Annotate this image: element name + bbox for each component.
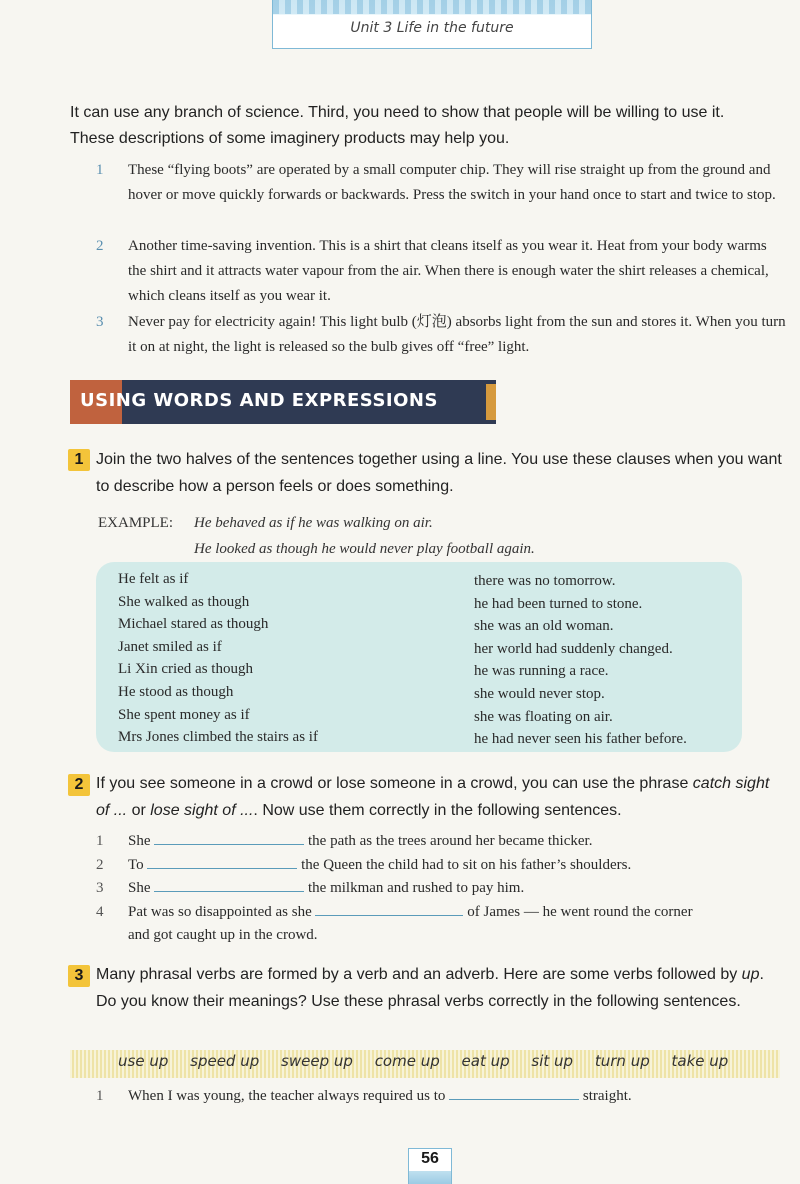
section-title: USING WORDS AND EXPRESSIONS <box>80 390 438 411</box>
sentence-endings <box>474 570 687 751</box>
item-number: 3 <box>96 314 104 330</box>
sentence-start[interactable]: Janet smiled as if <box>118 638 222 655</box>
item-number: 2 <box>96 238 104 254</box>
task-number-3: 3 <box>68 965 90 987</box>
task3-list <box>96 1084 786 1109</box>
phrasal-verb: speed up <box>190 1052 260 1070</box>
sentence-ending[interactable]: her world had suddenly changed. <box>474 640 673 657</box>
phrasal-verb: sweep up <box>281 1052 353 1070</box>
intro-paragraph <box>70 100 780 152</box>
sentence-start[interactable]: He felt as if <box>118 571 189 587</box>
intro-line-1: It can use any branch of science. Third, you need to show that people will be willing to use it. <box>70 104 725 121</box>
list-item: 2 To the Queen the child had to sit on his father’s shoulders. <box>96 854 786 878</box>
product-list <box>96 158 786 360</box>
task-number-2: 2 <box>68 774 90 796</box>
sentence-ending[interactable]: there was no tomorrow. <box>474 573 616 589</box>
sentence-start[interactable]: Li Xin cried as though <box>118 661 253 678</box>
sentence-start[interactable]: He stood as though <box>118 683 234 700</box>
page-number: 56 <box>421 1150 439 1167</box>
list-item: 1 She the path as the trees around her became thicker. <box>96 830 786 854</box>
list-item <box>96 158 786 234</box>
phrasal-verb: eat up <box>461 1052 510 1070</box>
sentence-start[interactable]: Michael stared as though <box>118 616 269 633</box>
item-text: These “flying boots” are operated by a small computer chip. They will rise straight up from the ground and hover or move quickly forwards or backwards. Press the switch in your hand once to start and twice to stop. <box>128 162 776 203</box>
phrasal-verb: use up <box>118 1052 169 1070</box>
sentence-ending[interactable]: he had never seen his father before. <box>474 731 687 748</box>
item-text: Never pay for electricity again! This light bulb (灯泡) absorbs light from the sun and stores it. When you turn it on at night, the light is released so the bulb gives off “free” light. <box>128 314 786 355</box>
answer-blank[interactable] <box>154 830 304 845</box>
phrase-catch-sight: catch sight of ... <box>96 775 770 819</box>
answer-blank[interactable] <box>147 854 297 869</box>
phrase-lose-sight: lose sight of ... <box>150 802 254 819</box>
list-item: 4 Pat was so disappointed as she of James — he went round the corner and got caught up in the crowd. <box>96 901 786 948</box>
sentence-ending[interactable]: he had been turned to stone. <box>474 595 643 612</box>
task2-list <box>96 830 786 948</box>
unit-title: Unit 3 Life in the future <box>350 20 514 36</box>
list-item: 1 When I was young, the teacher always required us to straight. <box>96 1084 786 1109</box>
phrasal-verb: turn up <box>594 1052 650 1070</box>
answer-blank[interactable] <box>315 901 463 916</box>
word-up: up <box>741 966 760 983</box>
list-item <box>96 234 786 310</box>
task3-instruction: Many phrasal verbs are formed by a verb and an adverb. Here are some verbs followed by up. Do you know their meanings? Use these phrasal verbs correctly in the following sentences. <box>96 966 764 1010</box>
list-item <box>96 310 786 360</box>
item-number: 1 <box>96 162 104 178</box>
task-number-1: 1 <box>68 449 90 471</box>
page-number-box <box>408 1148 452 1184</box>
example-block <box>98 510 535 562</box>
answer-blank[interactable] <box>154 877 304 892</box>
phrasal-verb: sit up <box>531 1052 574 1070</box>
phrasal-verb: take up <box>671 1052 729 1070</box>
task2-instruction: If you see someone in a crowd or lose someone in a crowd, you can use the phrase catch sight of ... or lose sight of .... Now use them correctly in the following sentences. <box>96 775 770 819</box>
header-pattern <box>273 0 591 14</box>
sentence-start[interactable]: She spent money as if <box>118 706 250 723</box>
example-sentence-2: He looked as though he would never play football again. <box>194 541 535 557</box>
task1-instruction: Join the two halves of the sentences together using a line. You use these clauses when you want to describe how a person feels or does something. <box>96 451 782 495</box>
phrasal-verb-list <box>118 1052 745 1070</box>
sentence-ending[interactable]: he was running a race. <box>474 663 609 680</box>
item-number: 1 <box>96 1088 104 1104</box>
phrasal-verb: come up <box>374 1052 440 1070</box>
item-number: 2 <box>96 856 104 873</box>
sentence-ending[interactable]: she was floating on air. <box>474 708 613 725</box>
intro-line-2: These descriptions of some imaginery products may help you. <box>70 130 510 147</box>
sentence-start[interactable]: She walked as though <box>118 593 250 610</box>
item-number: 3 <box>96 880 104 896</box>
section-banner <box>70 380 496 424</box>
example-sentence-1: He behaved as if he was walking on air. <box>194 515 433 531</box>
unit-header <box>272 0 592 49</box>
banner-end-accent <box>486 384 496 420</box>
example-label: EXAMPLE: <box>98 515 173 531</box>
answer-blank[interactable] <box>449 1085 579 1100</box>
sentence-starts <box>118 568 318 749</box>
item-number: 4 <box>96 903 104 920</box>
sentence-ending[interactable]: she would never stop. <box>474 685 605 702</box>
sentence-start[interactable]: Mrs Jones climbed the stairs as if <box>118 729 318 746</box>
sentence-ending[interactable]: she was an old woman. <box>474 618 614 635</box>
item-number: 1 <box>96 833 104 849</box>
item-text: Another time-saving invention. This is a shirt that cleans itself as you wear it. Heat from your body warms the shirt and it attracts water vapour from the air. When there is enough water the shirt releases a chemical, which cleans itself as you wear it. <box>128 238 769 304</box>
list-item: 3 She the milkman and rushed to pay him. <box>96 877 786 901</box>
